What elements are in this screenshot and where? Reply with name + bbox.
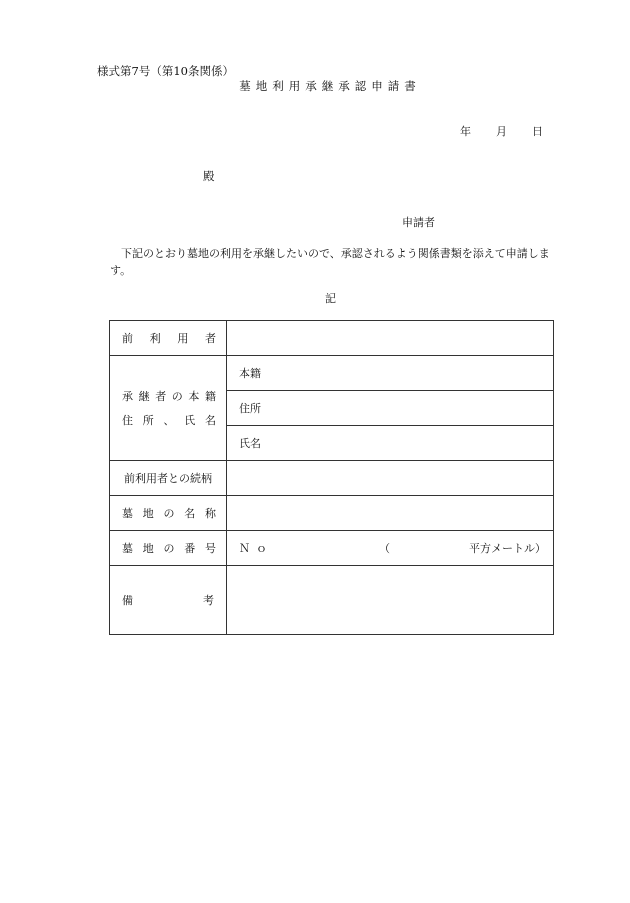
cemetery-number-value[interactable] xyxy=(227,531,554,566)
jusho-field[interactable]: 住所 xyxy=(227,391,554,426)
paren-open: （ xyxy=(379,542,390,555)
addressee-suffix: 殿 xyxy=(203,169,215,183)
remarks-value[interactable] xyxy=(227,566,554,635)
application-table xyxy=(109,320,554,635)
honseki-field[interactable]: 本籍 xyxy=(227,356,554,391)
body-text: 下記のとおり墓地の利用を承継したいので、承認されるよう関係書類を添えて申請します。 xyxy=(110,247,550,277)
document-title: 墓地利用承継承認申請書 xyxy=(239,79,421,93)
date-month-label: 月 xyxy=(496,125,507,138)
date-year-label: 年 xyxy=(460,125,471,138)
ki-label: 記 xyxy=(325,292,336,305)
remarks-label: 備 考 xyxy=(110,566,227,635)
relationship-value[interactable] xyxy=(227,461,554,496)
cemetery-name-value[interactable] xyxy=(227,496,554,531)
form-number-label: 様式第7号（第10条関係） xyxy=(97,64,234,78)
applicant-label: 申請者 xyxy=(402,216,435,229)
area-unit: 平方メートル） xyxy=(469,542,546,555)
previous-user-label: 前 利 用 者 xyxy=(110,321,227,356)
cemetery-number-label: 墓 地 の 番 号 xyxy=(110,531,227,566)
successor-label: 承 継 者 の 本 籍 住 所 、 氏 名 xyxy=(110,356,227,461)
cemetery-name-label: 墓 地 の 名 称 xyxy=(110,496,227,531)
number-prefix: Ｎｏ xyxy=(239,542,273,555)
date-day-label: 日 xyxy=(532,125,543,138)
previous-user-value[interactable] xyxy=(227,321,554,356)
relationship-label: 前利用者との続柄 xyxy=(110,461,227,496)
shimei-field[interactable]: 氏名 xyxy=(227,426,554,461)
